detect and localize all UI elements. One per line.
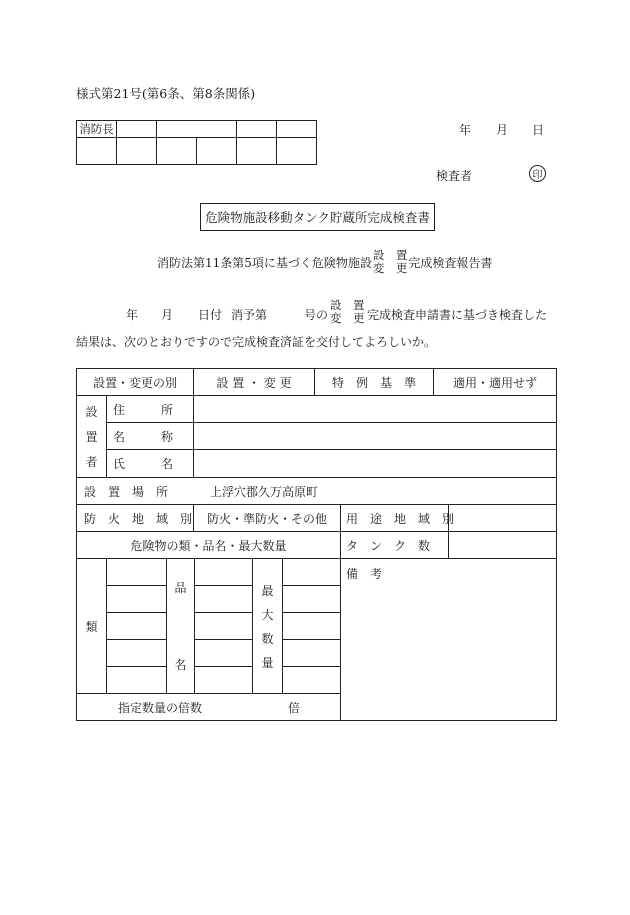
form-number: 様式第21号(第6条、第8条関係) (76, 86, 256, 101)
date-year-label: 年 (459, 123, 472, 137)
special-standard-label: 特 例 基 準 (331, 375, 416, 390)
max-char-2: 大 (261, 607, 274, 622)
item-char-1: 品 (174, 581, 187, 595)
body-day: 日付 (198, 308, 223, 322)
max-quantity-label (253, 559, 282, 693)
multiplier-unit: 倍 (288, 700, 301, 715)
installer-char-3: 者 (85, 455, 98, 469)
subtitle (157, 249, 492, 275)
subtitle-stack-bottom: 変 更 (372, 261, 408, 275)
multiplier-label: 指定数量の倍数 (118, 700, 203, 715)
entity-name-label: 名 称 (113, 429, 174, 444)
use-zone-label: 用 途 地 域 別 (346, 511, 455, 526)
installer-char-1: 設 (85, 405, 98, 419)
date-month-label: 月 (496, 123, 509, 137)
location-value: 上浮穴郡久万高原町 (210, 484, 319, 499)
tank-count-label: タ ン ク 数 (346, 538, 431, 553)
body-no-suffix: 号の (304, 308, 329, 322)
tank-count-value[interactable] (449, 532, 556, 558)
category-label: 設置・変更の別 (92, 375, 177, 390)
installer-label (77, 396, 106, 477)
date-day-label: 日 (532, 123, 545, 137)
use-zone-value[interactable] (449, 505, 556, 531)
chief-label: 消防長 (79, 122, 114, 136)
subtitle-stack-top: 設 置 (372, 248, 408, 262)
inspector-label: 検査者 (436, 169, 473, 183)
body-line1-tail: 完成検査申請書に基づき検査した (367, 308, 548, 322)
body-month: 月 (161, 308, 174, 322)
body-stack (330, 299, 365, 325)
body-year: 年 (126, 308, 139, 322)
fire-zone-value: 防火・準防火・その他 (206, 511, 327, 526)
max-char-4: 量 (261, 655, 274, 670)
max-char-1: 最 (261, 583, 274, 598)
subtitle-suffix: 完成検査報告書 (408, 255, 493, 270)
item-char-2: 名 (174, 658, 187, 672)
installer-char-2: 置 (85, 430, 98, 444)
location-label: 設 置 場 所 (84, 484, 169, 499)
max-char-3: 数 (261, 631, 274, 646)
hazmat-header: 危険物の類・品名・最大数量 (130, 538, 287, 553)
seal-mark: 印 (529, 165, 546, 182)
body-prefix-no: 消予第 (231, 308, 268, 322)
body-stack-top: 設 置 (330, 298, 365, 312)
category-value: 設 置 ・ 変 更 (216, 375, 292, 390)
hazmat-class-label: 類 (85, 619, 98, 634)
item-name-label (167, 559, 194, 693)
person-name-value[interactable] (194, 450, 556, 477)
body-line-2: 結果は、次のとおりですので完成検査済証を交付してよろしいか。 (76, 335, 437, 349)
special-standard-value: 適用・適用せず (452, 375, 537, 390)
body-stack-bottom: 変 更 (330, 311, 365, 325)
remarks-label: 備 考 (346, 567, 383, 581)
fire-zone-label: 防 火 地 域 別 (84, 511, 193, 526)
person-name-label: 氏 名 (113, 457, 174, 471)
subtitle-prefix: 消防法第11条第5項に基づく危険物施設 (157, 255, 372, 270)
body-line-1 (126, 299, 551, 327)
address-value[interactable] (194, 396, 556, 422)
subtitle-stack (373, 249, 408, 275)
address-label: 住 所 (113, 402, 174, 417)
document-title: 危険物施設移動タンク貯蔵所完成検査書 (200, 203, 435, 231)
entity-name-value[interactable] (194, 423, 556, 449)
